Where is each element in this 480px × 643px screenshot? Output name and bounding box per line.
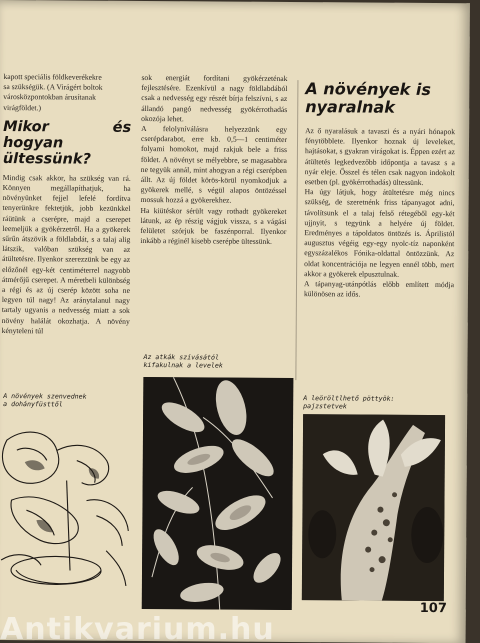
photo-mite-damaged-leaves xyxy=(142,377,294,610)
right-column xyxy=(304,126,455,300)
middle-column xyxy=(140,73,287,247)
column-divider-right xyxy=(295,80,298,380)
left-intro-text: kapott speciális földkeverékekre sa szükségük. (A Virágért boltok városközpontokban árusítanak virágföldet.) xyxy=(3,72,103,112)
right-body-text: Az ő nyaralásuk a tavaszi és a nyári hónapok fénytöbblete. Ilyenkor hoznak új leveleket, hajtásokat, s gyakran virágokat is. Éppen ezért az átültetés legkedvezőbb időpontja a tavasz s a nyár eleje. Ősszel és télen csak nagyon indokolt esetben (pl. gyökérrothadás) ültessünk. Ha úgy látjuk, hogy átültetésre még nincs szükség, de szeretnénk friss tápanyagot adni, távolítsunk el a talaj felső rétegéből egy-két ujjnyit, s tegyünk a helyére új földet. Eredményes a tápoldatos öntözés is. Áprilistól augusztus végéig egy-egy nyolc-tíz naponként egyszázalékos Fónika-oldattal öntözzünk. Az oldat koncentrációja ne legyen ennél több, mert akkor a gyökerek elpusztulnak. A tápanyag-utánpótlás előbb említett módja különösen az idős. xyxy=(303,126,456,299)
left-body-text: Mindig csak akkor, ha szükség van rá. Könnyen megállapíthatjuk, ha növényünket fejjel lefelé fordítva tenyerünkre fektetjük, jobb kezünkkel ráütünk a cserépre, majd a cserepet leemeljük a gyökérzetről. Ha a gyökerek sűrűn átszövik a földlabdát, s a talaj alig látszik, valóban szükség van az átültetésre. Ilyenkor szerezzünk be egy az előzőnél egy-két centiméterrel nagyobb átmérőjű cserepet. A méretbeli különbség a régi és az új cserép között soha ne legyen túl nagy! Az aránytalanul nagy tartaly ugyanis a nedvesség miatt a sok növény halálát okozhatja. A növény kényteleni túl xyxy=(1,172,131,336)
drawing-caption: A növények szenvednek a dohányfüsttől xyxy=(3,392,87,409)
section-heading-nyaralnak: A növények is nyaralnak xyxy=(305,79,431,117)
smoke-plant-illustration xyxy=(0,420,135,601)
watermark: Antikvarium.hu xyxy=(0,612,275,640)
photo-scale-insects xyxy=(302,414,445,601)
left-column xyxy=(2,72,132,337)
middle-body-text: sok energiát fordítani gyökérzeténak fejlesztésére. Ezenkívül a nagy földlabdából csak a nedvesség egy részét bírja felszívni, s az állandó pangó nedvesség gyökérrothadás okozója lehet. A felolyníválásra helyezzünk egy cserépdarabot, erre kb. 0,5—1 centiméter folyami homokot, majd rakjuk bele a friss földet. A növényt se mélyebbre, se magasabbra ne tegyük annál, mint ahogyan a régi cserépben állt. Az új földet körös-körül nyomkodjuk a gyökerek mellé, s végül alapos öntözéssel mossuk hozzá a gyökerekhez. Ha kiütéskor sérült vagy rothadt gyökereket látunk, az ép részig vágjuk vissza, s a vágási felületet szórjuk be faszénporral. Ilyenkor inkább a réginél kisebb cserépbe ültessünk. xyxy=(140,72,288,247)
photo-left-caption: Az atkák szívásától kifakulnak a levelek xyxy=(143,353,223,370)
page-number: 107 xyxy=(419,600,447,617)
section-heading-mikor: Mikor és hogyan ültessünk? xyxy=(2,118,132,168)
photo-right-caption: A leöröltlhető pöttyök: pajzstetvek xyxy=(303,394,395,411)
